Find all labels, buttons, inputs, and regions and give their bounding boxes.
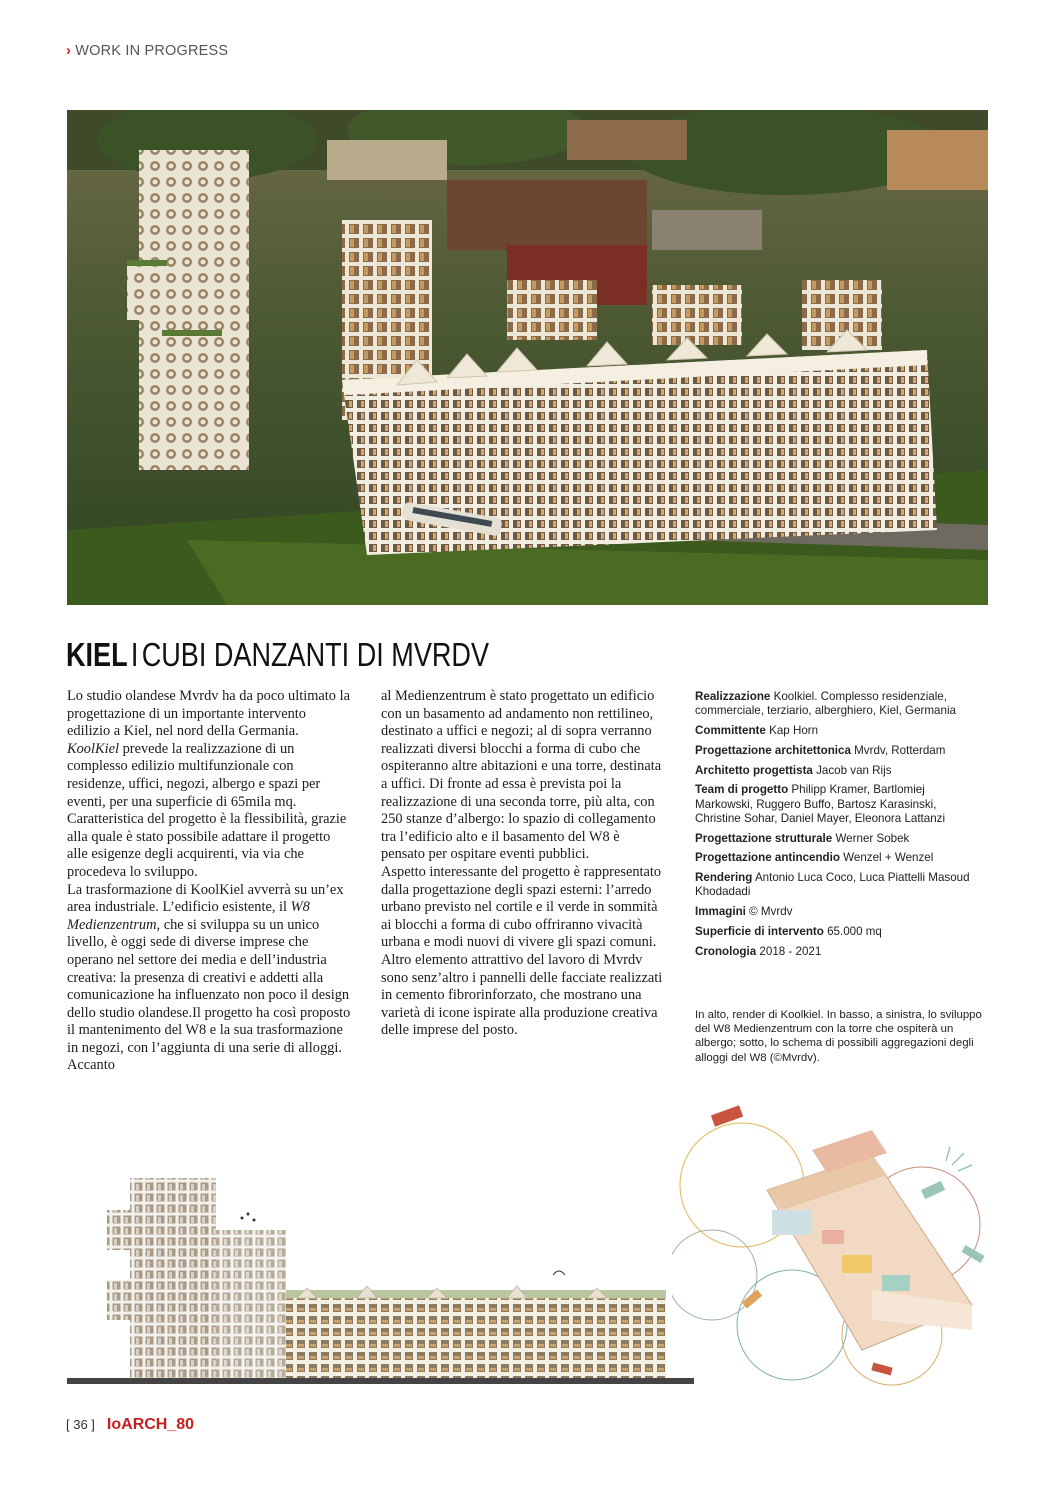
magazine-name: IoARCH_80 [106, 1416, 195, 1433]
hero-render-image [67, 110, 988, 605]
body-column-1 [67, 688, 351, 1075]
credit-label: Architetto progettista [695, 763, 813, 777]
credit-item [695, 905, 975, 919]
title-rest: CUBI DANZANTI DI MVRDV [141, 636, 490, 673]
paragraph-italic: KoolKiel [67, 740, 119, 757]
credit-item [695, 871, 975, 899]
body-column-2 [381, 688, 665, 1040]
article-title [66, 636, 489, 674]
section-label [66, 42, 228, 59]
credit-label: Rendering [695, 871, 753, 885]
credit-value: 65.000 mq [827, 924, 882, 938]
credit-label: Cronologia [695, 944, 757, 958]
credit-value: Wenzel + Wenzel [843, 851, 934, 865]
credit-label: Team di progetto [695, 783, 789, 797]
credit-item [695, 764, 975, 778]
credit-value: Jacob van Rijs [816, 763, 892, 777]
paragraph-text: La trasformazione di KoolKiel avverrà su un’ex area industriale. L’edificio esistente, il [67, 881, 344, 916]
image-caption: In alto, render di Koolkiel. In basso, a sinistra, lo sviluppo del W8 Medienzentrum con la torre che ospiterà un albergo; sotto, lo schema di possibili aggregazioni degli alloggi del W8 (©Mvrdv). [695, 1009, 982, 1064]
page-number: [ 36 ] [66, 1417, 95, 1432]
credit-value: Mvrdv, Rotterdam [854, 743, 946, 757]
credit-value: 2018 - 2021 [759, 944, 822, 958]
credit-value: Antonio Luca Coco, Luca Piattelli Masoud Khodadadi [695, 871, 970, 899]
chevron-right-icon: › [66, 42, 72, 59]
credit-label: Progettazione architettonica [695, 743, 851, 757]
credit-item [695, 744, 975, 758]
credit-item [695, 783, 975, 826]
credit-value: Philipp Kramer, Bartlomiej Markowski, Ruggero Buffo, Bartosz Karasinski, Christine Sohar, Daniel Mayer, Eleonora Lattanzi [695, 783, 946, 825]
credit-label: Immagini [695, 905, 746, 919]
page-footer [66, 1416, 194, 1434]
elevation-drawing [67, 1170, 694, 1390]
paragraph-text: prevede la realizzazione di un complesso edilizio multifunzionale con residenze, uffici, negozi, albergo e spazi per eventi, per una superficie di 65mila mq. [67, 740, 321, 810]
credit-label: Progettazione antincendio [695, 851, 840, 865]
title-separator: I [130, 636, 139, 673]
aerial-render-illustration [67, 110, 988, 605]
paragraph-text: , che si sviluppa su un unico livello, è oggi sede di diverse imprese che operano nel settore dei media e dell’industria creativa: la presenza di creativi e addetti alla comunicazione ha influenzato non poco il design dello studio olandese.Il progetto ha così proposto il mantenimento del W8 e la sua trasformazione in negozi, con l’aggiunta di una serie di alloggi. Accanto [67, 916, 351, 1074]
credit-label: Superficie di intervento [695, 924, 824, 938]
credit-item [695, 832, 975, 846]
credit-item [695, 925, 975, 939]
paragraph [67, 882, 351, 1076]
paragraph: Caratteristica del progetto è la flessibilità, grazie alla quale è stato possibile adattare il progetto alle esigenze degli acquirenti, via via che procedeva lo sviluppo. [67, 811, 347, 880]
credit-value: © Mvrdv [749, 905, 793, 919]
paragraph-italic: W8 Medienzentrum [67, 899, 310, 933]
credit-label: Progettazione strutturale [695, 831, 833, 845]
credit-label: Committente [695, 724, 766, 737]
paragraph [67, 688, 351, 811]
paragraph: Altro elemento attrattivo del lavoro di Mvrdv sono senz’altro i pannelli delle facciate realizzati in cemento fibrorinforzato, che mostrano una varietà di icone ispirate alla produzione creativa delle imprese del posto. [381, 951, 663, 1039]
credit-value: Werner Sobek [835, 831, 910, 845]
paragraph: Aspetto interessante del progetto è rappresentato dalla progettazione degli spazi esterni: l’arredo urbano previsto nel cortile e il verde in sommità ai blocchi a forma di cubo offriranno vivacità urbana e modi nuovi di vivere gli spazi comuni. [381, 863, 662, 951]
credit-item [695, 724, 975, 738]
credit-item [695, 945, 975, 959]
paragraph: al Medienzentrum è stato progettato un edificio con un basamento ad andamento non rettilineo, destinato a uffici e negozi; al di sopra verranno realizzati diversi blocchi a forma di cubo che ospiteranno altre abitazioni e una torre, destinata a uffici. Di fronte ad essa è prevista poi la realizzazione di una seconda torre, più alta, con 250 stanze d’albergo: lo spazio di collegamento tra l’edificio alto e il basamento del W8 è pensato per ospitare eventi pubblici. [381, 688, 662, 863]
facade-elevation-illustration [67, 1170, 694, 1390]
credit-value: Kap Horn [769, 724, 819, 737]
housing-aggregation-illustration [672, 1075, 1002, 1395]
section-label-text: WORK IN PROGRESS [75, 43, 229, 59]
project-credits [695, 690, 975, 965]
paragraph-text: Lo studio olandese Mvrdv ha da poco ultimato la progettazione di un importante intervento edilizio a Kiel, nel nord della Germania. [67, 688, 350, 740]
credit-label: Realizzazione [695, 690, 771, 703]
credit-item [695, 851, 975, 865]
credit-item [695, 690, 975, 718]
axonometric-drawing [672, 1075, 1002, 1395]
title-keyword: KIEL [66, 636, 128, 673]
credit-value: Koolkiel. Complesso residenziale, commerciale, terziario, alberghiero, Kiel, Germania [695, 690, 956, 718]
